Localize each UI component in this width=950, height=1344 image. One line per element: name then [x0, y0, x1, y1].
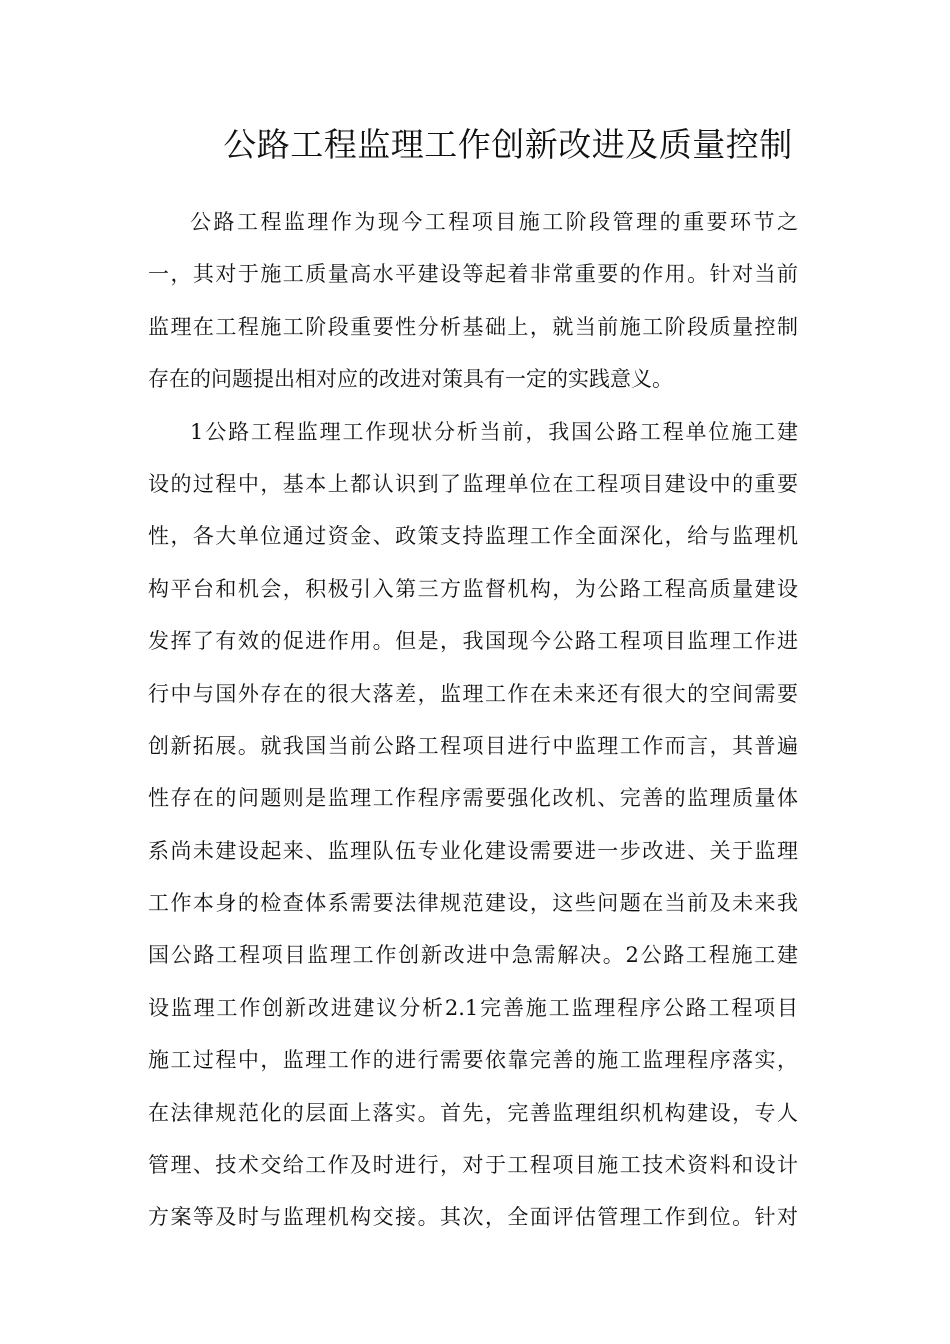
body-line: 创新拓展。就我国当前公路工程项目进行中监理工作而言，其普遍	[148, 733, 798, 758]
body-line: 设监理工作创新改进建议分析2.1完善施工监理程序公路工程项目	[148, 995, 798, 1020]
body-line: 行中与国外存在的很大落差，监理工作在未来还有很大的空间需要	[148, 681, 798, 706]
body-line: 性，各大单位通过资金、政策支持监理工作全面深化，给与监理机	[148, 524, 798, 549]
body-line: 施工过程中，监理工作的进行需要依靠完善的施工监理程序落实，	[148, 1048, 798, 1073]
body-line: 发挥了有效的促进作用。但是，我国现今公路工程项目监理工作进	[148, 629, 798, 654]
document-title: 公路工程监理工作创新改进及质量控制	[223, 125, 793, 164]
body-line: 1公路工程监理工作现状分析当前，我国公路工程单位施工建	[190, 419, 798, 444]
body-line: 系尚未建设起来、监理队伍专业化建设需要进一步改进、关于监理	[148, 838, 798, 863]
body-line: 性存在的问题则是监理工作程序需要强化改机、完善的监理质量体	[148, 786, 798, 811]
body-line: 构平台和机会，积极引入第三方监督机构，为公路工程高质量建设	[148, 576, 798, 601]
body-line: 方案等及时与监理机构交接。其次，全面评估管理工作到位。针对	[148, 1205, 798, 1230]
body-line: 管理、技术交给工作及时进行，对于工程项目施工技术资料和设计	[148, 1153, 798, 1178]
body-line: 国公路工程项目监理工作创新改进中急需解决。2公路工程施工建	[148, 943, 798, 968]
body-line: 一，其对于施工质量高水平建设等起着非常重要的作用。针对当前	[148, 262, 798, 287]
body-line: 监理在工程施工阶段重要性分析基础上，就当前施工阶段质量控制	[148, 314, 798, 339]
body-line: 存在的问题提出相对应的改进对策具有一定的实践意义。	[148, 367, 673, 392]
document-body	[148, 196, 798, 1244]
body-line: 公路工程监理作为现今工程项目施工阶段管理的重要环节之	[190, 210, 798, 234]
body-line: 工作本身的检查体系需要法律规范建设，这些问题在当前及未来我	[148, 891, 798, 916]
body-line: 设的过程中，基本上都认识到了监理单位在工程项目建设中的重要	[148, 471, 798, 496]
body-line: 在法律规范化的层面上落实。首先，完善监理组织机构建设，专人	[148, 1100, 798, 1125]
